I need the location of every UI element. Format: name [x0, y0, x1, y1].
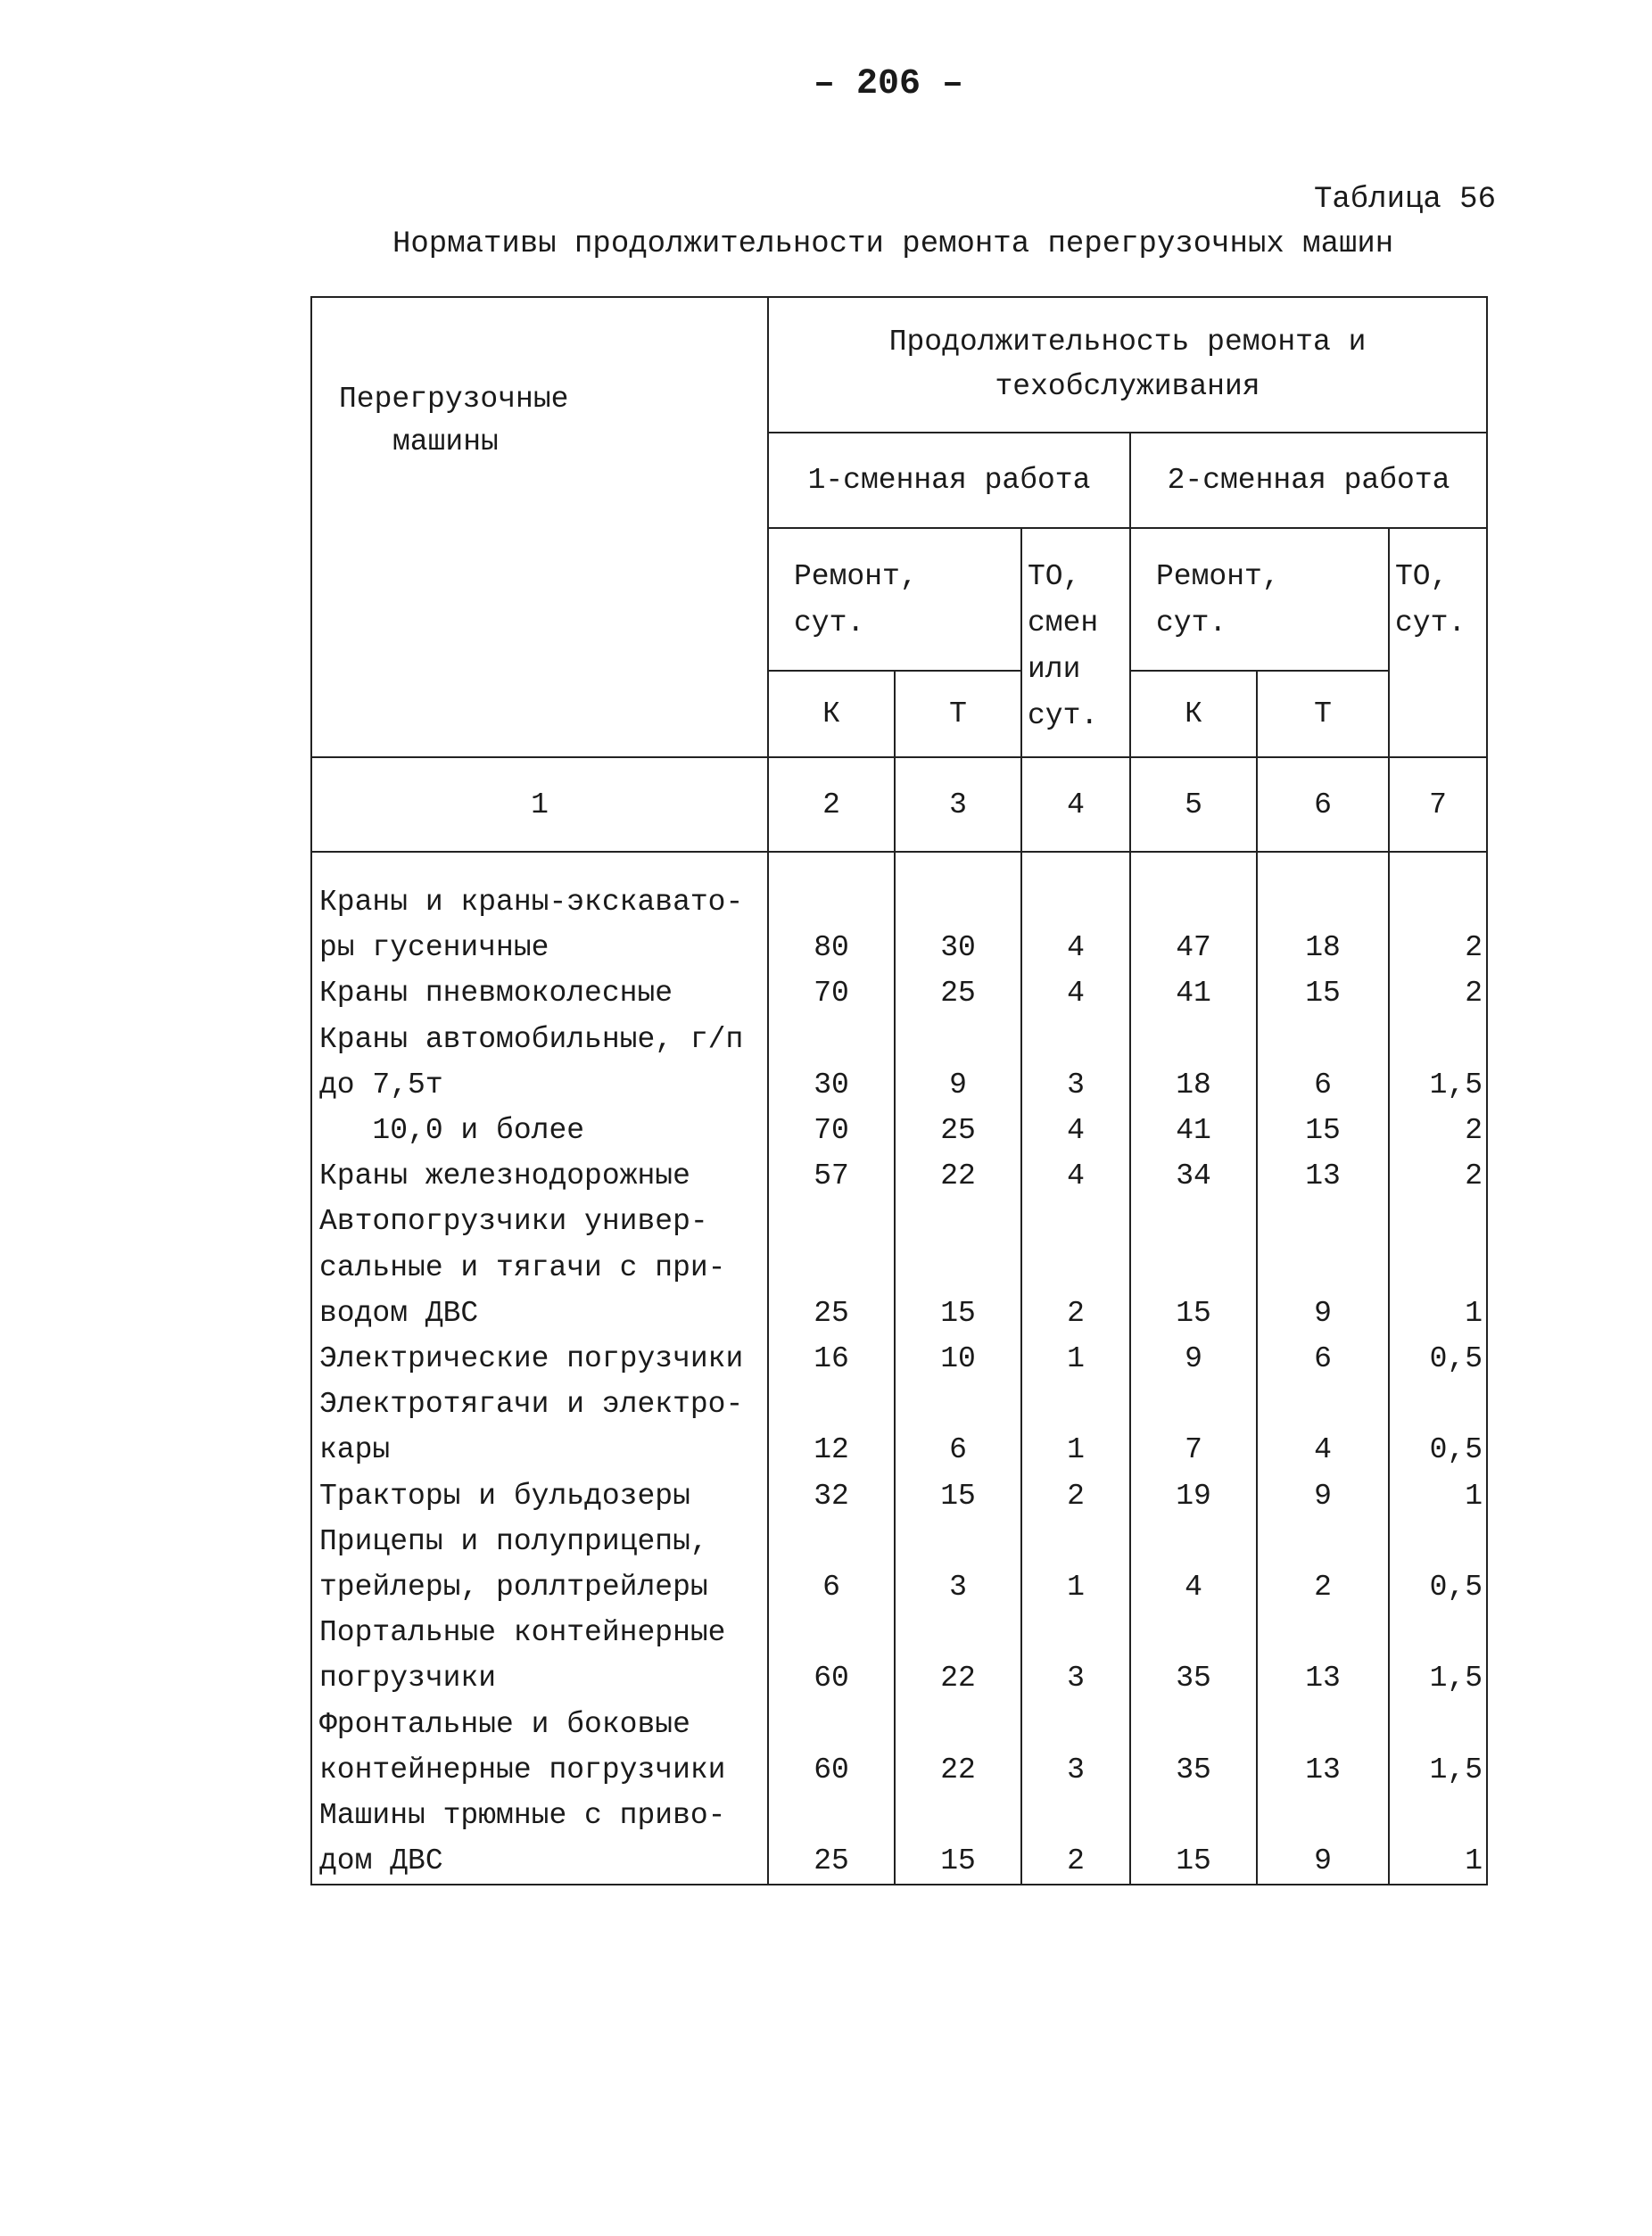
- table-row: [311, 1291, 1487, 1336]
- table-row: [311, 1702, 1487, 1747]
- repair-t-1-cell: 22: [895, 1153, 1021, 1199]
- repair-k-1-cell: [768, 1519, 895, 1564]
- maintenance-1-cell: [1021, 1610, 1130, 1655]
- header-duration-line2: техобслуживания: [995, 370, 1260, 403]
- repair-k-2-cell: [1130, 1702, 1257, 1747]
- repair-t-1-cell: 22: [895, 1655, 1021, 1701]
- maintenance-2-cell: [1389, 1245, 1487, 1291]
- maintenance-2-cell: 2: [1389, 925, 1487, 970]
- table-row: [311, 1245, 1487, 1291]
- repair-k-2-cell: [1130, 1382, 1257, 1427]
- repair-t-1-cell: [895, 1702, 1021, 1747]
- repair-k-2-cell: [1130, 1519, 1257, 1564]
- machine-name-cell: трейлеры, роллтрейлеры: [311, 1564, 768, 1610]
- maintenance-1-cell: [1021, 1199, 1130, 1244]
- table-body: [311, 852, 1487, 1885]
- maintenance-2-cell: [1389, 1382, 1487, 1427]
- repair-k-1-cell: 57: [768, 1153, 895, 1199]
- maintenance-2-cell: 1,5: [1389, 1747, 1487, 1793]
- repair-k-1-cell: 25: [768, 1291, 895, 1336]
- header-repair-1: [768, 528, 1021, 671]
- repair-t-2-cell: 9: [1257, 1473, 1389, 1519]
- table-row: [311, 1747, 1487, 1793]
- repair-k-1-cell: [768, 1382, 895, 1427]
- repair-t-1-cell: 15: [895, 1838, 1021, 1885]
- repair-k-1-cell: 25: [768, 1838, 895, 1885]
- maintenance-2-cell: 0,5: [1389, 1564, 1487, 1610]
- header-machines-line1: Перегрузочные: [339, 383, 569, 416]
- repair-t-1-cell: 25: [895, 1108, 1021, 1153]
- table-row: [311, 879, 1487, 925]
- machine-name-cell: Краны железнодорожные: [311, 1153, 768, 1199]
- repair-t-1-cell: 10: [895, 1336, 1021, 1382]
- repair-t-1-cell: 22: [895, 1747, 1021, 1793]
- table-row: [311, 1382, 1487, 1427]
- header-maintenance-1: [1021, 528, 1130, 757]
- maintenance-2-cell: 1,5: [1389, 1062, 1487, 1108]
- repair-k-1-cell: 32: [768, 1473, 895, 1519]
- repair-t-2-cell: 13: [1257, 1747, 1389, 1793]
- maintenance-1-cell: 2: [1021, 1838, 1130, 1885]
- maintenance-1-cell: 1: [1021, 1427, 1130, 1473]
- header-maintenance-1-line2: смен: [1028, 606, 1099, 639]
- maintenance-2-cell: [1389, 1610, 1487, 1655]
- repair-t-2-cell: [1257, 1199, 1389, 1244]
- machine-name-cell: Краны автомобильные, г/п: [311, 1017, 768, 1062]
- repair-t-2-cell: 6: [1257, 1062, 1389, 1108]
- repair-t-2-cell: 6: [1257, 1336, 1389, 1382]
- machine-name-cell: Машины трюмные с приво-: [311, 1793, 768, 1838]
- repair-t-1-cell: [895, 1199, 1021, 1244]
- maintenance-1-cell: [1021, 1519, 1130, 1564]
- maintenance-1-cell: 4: [1021, 1108, 1130, 1153]
- repair-t-1-cell: [895, 1519, 1021, 1564]
- table-row: [311, 1336, 1487, 1382]
- repair-k-1-cell: [768, 1793, 895, 1838]
- repair-k-2-cell: 18: [1130, 1062, 1257, 1108]
- header-k-2: К: [1130, 671, 1257, 757]
- repair-k-2-cell: 47: [1130, 925, 1257, 970]
- column-number: 4: [1021, 757, 1130, 852]
- repair-k-1-cell: [768, 1017, 895, 1062]
- repair-k-2-cell: 15: [1130, 1838, 1257, 1885]
- header-t-1: Т: [895, 671, 1021, 757]
- repair-k-2-cell: 7: [1130, 1427, 1257, 1473]
- maintenance-2-cell: 1: [1389, 1838, 1487, 1885]
- column-number: 2: [768, 757, 895, 852]
- column-number: 3: [895, 757, 1021, 852]
- header-duration-line1: Продолжительность ремонта и: [888, 326, 1367, 359]
- header-t-2: Т: [1257, 671, 1389, 757]
- repair-t-2-cell: [1257, 879, 1389, 925]
- table-title: Нормативы продолжительности ремонта перегрузочных машин: [392, 227, 1394, 261]
- table-row: [311, 1655, 1487, 1701]
- machine-name-cell: Электрические погрузчики: [311, 1336, 768, 1382]
- repair-k-1-cell: 16: [768, 1336, 895, 1382]
- repair-k-1-cell: [768, 1245, 895, 1291]
- maintenance-1-cell: [1021, 1017, 1130, 1062]
- machine-name-cell: Автопогрузчики универ-: [311, 1199, 768, 1244]
- repair-t-2-cell: 2: [1257, 1564, 1389, 1610]
- repair-t-2-cell: 13: [1257, 1655, 1389, 1701]
- maintenance-2-cell: [1389, 879, 1487, 925]
- machine-name-cell: водом ДВС: [311, 1291, 768, 1336]
- maintenance-2-cell: 0,5: [1389, 1336, 1487, 1382]
- header-shift-2: 2-сменная работа: [1130, 433, 1487, 528]
- repair-k-1-cell: 30: [768, 1062, 895, 1108]
- repair-t-1-cell: [895, 1017, 1021, 1062]
- spacer-row: [311, 852, 1487, 879]
- repair-k-1-cell: [768, 1610, 895, 1655]
- repair-k-2-cell: [1130, 1017, 1257, 1062]
- machine-name-cell: сальные и тягачи с при-: [311, 1245, 768, 1291]
- maintenance-2-cell: 2: [1389, 970, 1487, 1016]
- table-row: [311, 1838, 1487, 1885]
- repair-k-1-cell: 12: [768, 1427, 895, 1473]
- repair-t-1-cell: [895, 1793, 1021, 1838]
- header-maintenance-2-line2: сут.: [1395, 606, 1466, 639]
- machine-name-cell: кары: [311, 1427, 768, 1473]
- table-row: [311, 1153, 1487, 1199]
- repair-t-1-cell: 6: [895, 1427, 1021, 1473]
- column-number: 5: [1130, 757, 1257, 852]
- repair-k-1-cell: 80: [768, 925, 895, 970]
- header-maintenance-1-line1: ТО,: [1028, 560, 1081, 593]
- header-k-1: К: [768, 671, 895, 757]
- repair-k-1-cell: [768, 879, 895, 925]
- repair-k-1-cell: 6: [768, 1564, 895, 1610]
- repair-t-2-cell: 15: [1257, 1108, 1389, 1153]
- repair-k-2-cell: 34: [1130, 1153, 1257, 1199]
- repair-t-2-cell: [1257, 1610, 1389, 1655]
- machine-name-cell: Фронтальные и боковые: [311, 1702, 768, 1747]
- repair-k-2-cell: 35: [1130, 1655, 1257, 1701]
- repair-t-2-cell: [1257, 1017, 1389, 1062]
- header-machines: [311, 297, 768, 757]
- column-number: 7: [1389, 757, 1487, 852]
- maintenance-2-cell: 0,5: [1389, 1427, 1487, 1473]
- maintenance-1-cell: [1021, 1245, 1130, 1291]
- machine-name-cell: погрузчики: [311, 1655, 768, 1701]
- repair-t-2-cell: [1257, 1793, 1389, 1838]
- machine-name-cell: Краны пневмоколесные: [311, 970, 768, 1016]
- maintenance-1-cell: 4: [1021, 925, 1130, 970]
- repair-k-2-cell: [1130, 879, 1257, 925]
- repair-k-2-cell: [1130, 1793, 1257, 1838]
- maintenance-1-cell: 3: [1021, 1655, 1130, 1701]
- header-shift-1: 1-сменная работа: [768, 433, 1130, 528]
- maintenance-1-cell: 4: [1021, 970, 1130, 1016]
- machine-name-cell: 10,0 и более: [311, 1108, 768, 1153]
- repair-t-1-cell: [895, 1610, 1021, 1655]
- repair-t-2-cell: 15: [1257, 970, 1389, 1016]
- repair-k-1-cell: 70: [768, 970, 895, 1016]
- repair-t-1-cell: 3: [895, 1564, 1021, 1610]
- machine-name-cell: Тракторы и бульдозеры: [311, 1473, 768, 1519]
- repair-t-1-cell: 25: [895, 970, 1021, 1016]
- maintenance-1-cell: 2: [1021, 1473, 1130, 1519]
- machine-name-cell: контейнерные погрузчики: [311, 1747, 768, 1793]
- repair-t-1-cell: [895, 1245, 1021, 1291]
- maintenance-1-cell: [1021, 1382, 1130, 1427]
- maintenance-2-cell: [1389, 1702, 1487, 1747]
- table-row: [311, 1427, 1487, 1473]
- table-row: [311, 925, 1487, 970]
- repair-t-1-cell: 9: [895, 1062, 1021, 1108]
- header-repair-2-line1: Ремонт,: [1156, 560, 1280, 593]
- repair-k-2-cell: 9: [1130, 1336, 1257, 1382]
- maintenance-2-cell: [1389, 1199, 1487, 1244]
- repair-t-2-cell: 4: [1257, 1427, 1389, 1473]
- repair-t-2-cell: 18: [1257, 925, 1389, 970]
- machine-name-cell: Портальные контейнерные: [311, 1610, 768, 1655]
- header-repair-1-line1: Ремонт,: [794, 560, 918, 593]
- header-repair-2-line2: сут.: [1156, 606, 1227, 639]
- repair-t-1-cell: [895, 879, 1021, 925]
- maintenance-2-cell: [1389, 1519, 1487, 1564]
- repair-k-1-cell: 60: [768, 1747, 895, 1793]
- maintenance-2-cell: [1389, 1017, 1487, 1062]
- repair-k-2-cell: 35: [1130, 1747, 1257, 1793]
- repair-k-2-cell: 4: [1130, 1564, 1257, 1610]
- repair-t-1-cell: 15: [895, 1473, 1021, 1519]
- repair-norms-table: [310, 296, 1488, 1885]
- page-number: – 206 –: [813, 64, 964, 104]
- repair-t-2-cell: 9: [1257, 1291, 1389, 1336]
- table-row: [311, 1199, 1487, 1244]
- table-label: Таблица 56: [1313, 183, 1496, 217]
- repair-k-1-cell: 60: [768, 1655, 895, 1701]
- maintenance-1-cell: 1: [1021, 1564, 1130, 1610]
- maintenance-1-cell: 3: [1021, 1747, 1130, 1793]
- repair-t-1-cell: 30: [895, 925, 1021, 970]
- header-repair-2: [1130, 528, 1389, 671]
- maintenance-2-cell: 1,5: [1389, 1655, 1487, 1701]
- table-row: [311, 1062, 1487, 1108]
- repair-t-2-cell: 9: [1257, 1838, 1389, 1885]
- table-row: [311, 1610, 1487, 1655]
- table-row: [311, 1519, 1487, 1564]
- column-number: 6: [1257, 757, 1389, 852]
- repair-k-2-cell: [1130, 1199, 1257, 1244]
- maintenance-1-cell: 2: [1021, 1291, 1130, 1336]
- table-row: [311, 1793, 1487, 1838]
- maintenance-2-cell: 1: [1389, 1473, 1487, 1519]
- repair-t-2-cell: [1257, 1245, 1389, 1291]
- maintenance-1-cell: [1021, 1793, 1130, 1838]
- maintenance-2-cell: 2: [1389, 1153, 1487, 1199]
- column-number: 1: [311, 757, 768, 852]
- repair-k-2-cell: [1130, 1245, 1257, 1291]
- header-maintenance-1-line4: сут.: [1028, 699, 1099, 732]
- machine-name-cell: Краны и краны-экскавато-: [311, 879, 768, 925]
- repair-t-2-cell: [1257, 1382, 1389, 1427]
- repair-t-1-cell: [895, 1382, 1021, 1427]
- header-maintenance-2: [1389, 528, 1487, 757]
- repair-k-2-cell: 41: [1130, 1108, 1257, 1153]
- maintenance-1-cell: 1: [1021, 1336, 1130, 1382]
- repair-k-2-cell: 19: [1130, 1473, 1257, 1519]
- maintenance-2-cell: 1: [1389, 1291, 1487, 1336]
- repair-t-2-cell: [1257, 1702, 1389, 1747]
- repair-t-2-cell: 13: [1257, 1153, 1389, 1199]
- table-row: [311, 970, 1487, 1016]
- repair-k-1-cell: [768, 1199, 895, 1244]
- maintenance-1-cell: [1021, 1702, 1130, 1747]
- header-machines-line2: машины: [392, 425, 499, 458]
- maintenance-1-cell: [1021, 879, 1130, 925]
- header-maintenance-1-line3: или: [1028, 653, 1081, 686]
- table-row: [311, 1108, 1487, 1153]
- repair-k-2-cell: 15: [1130, 1291, 1257, 1336]
- maintenance-1-cell: 3: [1021, 1062, 1130, 1108]
- repair-k-1-cell: [768, 1702, 895, 1747]
- machine-name-cell: до 7,5т: [311, 1062, 768, 1108]
- machine-name-cell: Прицепы и полуприцепы,: [311, 1519, 768, 1564]
- repair-k-1-cell: 70: [768, 1108, 895, 1153]
- repair-t-2-cell: [1257, 1519, 1389, 1564]
- header-maintenance-2-line1: ТО,: [1395, 560, 1449, 593]
- maintenance-2-cell: [1389, 1793, 1487, 1838]
- maintenance-1-cell: 4: [1021, 1153, 1130, 1199]
- machine-name-cell: Электротягачи и электро-: [311, 1382, 768, 1427]
- maintenance-2-cell: 2: [1389, 1108, 1487, 1153]
- table-row: [311, 1564, 1487, 1610]
- header-duration: [768, 297, 1487, 433]
- repair-k-2-cell: 41: [1130, 970, 1257, 1016]
- header-repair-1-line2: сут.: [794, 606, 865, 639]
- repair-t-1-cell: 15: [895, 1291, 1021, 1336]
- repair-k-2-cell: [1130, 1610, 1257, 1655]
- machine-name-cell: дом ДВС: [311, 1838, 768, 1885]
- table-row: [311, 1017, 1487, 1062]
- table-row: [311, 1473, 1487, 1519]
- machine-name-cell: ры гусеничные: [311, 925, 768, 970]
